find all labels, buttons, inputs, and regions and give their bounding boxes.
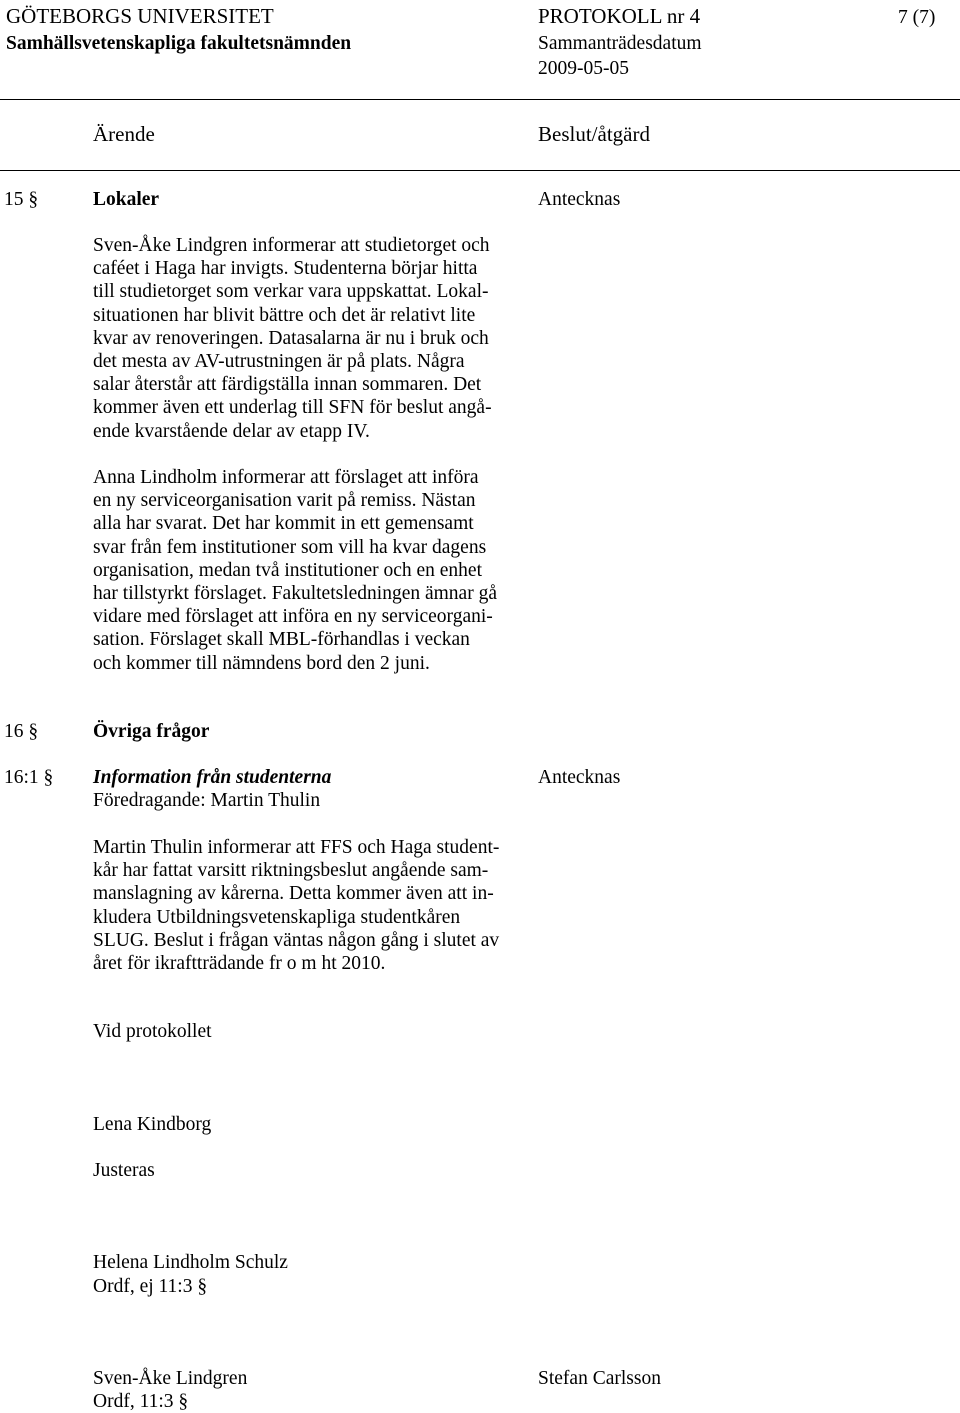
subitem-number: 16:1 § <box>4 767 54 788</box>
paragraph-line: alla har svarat. Det har kommit in ett gemensamt <box>93 513 474 535</box>
chair-name: Helena Lindholm Schulz <box>93 1252 288 1273</box>
item-paragraph <box>93 466 533 675</box>
subitem-paragraph <box>93 836 533 975</box>
paragraph-line: det mesta av AV-utrustningen är på plats. Några <box>93 351 465 373</box>
header-divider <box>0 99 960 100</box>
column-heading-divider <box>0 170 960 171</box>
faculty-name: Samhällsvetenskapliga fakultetsnämnden <box>6 33 352 54</box>
page-number: 7 (7) <box>898 7 936 28</box>
paragraph-line: har tillstyrkt förslaget. Fakultetsledningen ämnar gå <box>93 583 497 605</box>
meeting-date-label: Sammanträdesdatum <box>538 33 702 54</box>
verified-label: Justeras <box>93 1160 155 1181</box>
paragraph-line: sation. Förslaget skall MBL-förhandlas i veckan <box>93 629 470 651</box>
item-decision: Antecknas <box>538 189 621 210</box>
paragraph-line: året för ikraftträdande fr o m ht 2010. <box>93 953 386 975</box>
paragraph-line: Anna Lindholm informerar att förslaget att införa <box>93 467 479 488</box>
item-title: Övriga frågor <box>93 721 210 742</box>
paragraph-line: organisation, medan två institutioner och en enhet <box>93 559 483 581</box>
paragraph-line: Martin Thulin informerar att FFS och Haga student- <box>93 837 500 858</box>
chair2-name: Sven-Åke Lindgren <box>93 1368 248 1389</box>
meeting-date: 2009-05-05 <box>538 58 629 79</box>
paragraph-line: Sven-Åke Lindgren informerar att studietorget och <box>93 235 490 256</box>
item-number: 15 § <box>4 189 39 210</box>
subitem-title: Information från studenterna <box>93 767 332 788</box>
paragraph-line: kludera Utbildningsvetenskapliga studentkåren <box>93 906 461 928</box>
protocol-title: PROTOKOLL nr 4 <box>538 4 701 28</box>
paragraph-line: vidare med förslaget att införa en ny serviceorgani- <box>93 606 493 628</box>
item-title: Lokaler <box>93 189 160 210</box>
paragraph-line: manslagning av kårerna. Detta kommer även att in- <box>93 883 494 905</box>
university-name: GÖTEBORGS UNIVERSITET <box>6 4 274 28</box>
paragraph-line: ende kvarstående delar av etapp IV. <box>93 420 370 442</box>
column-heading-left: Ärende <box>93 122 155 146</box>
paragraph-line: situationen har blivit bättre och det är relativt lite <box>93 304 476 326</box>
column-heading-right: Beslut/åtgärd <box>538 122 650 146</box>
paragraph-line: en ny serviceorganisation varit på remiss. Nästan <box>93 490 476 512</box>
minutes-label: Vid protokollet <box>93 1021 212 1042</box>
chair2-role: Ordf, 11:3 § <box>93 1391 189 1412</box>
paragraph-line: kår har fattat varsitt riktningsbeslut angående sam- <box>93 860 489 882</box>
secretary-name: Lena Kindborg <box>93 1114 212 1135</box>
paragraph-line: kvar av renoveringen. Datasalarna är nu i bruk och <box>93 327 489 349</box>
paragraph-line: salar återstår att färdigställa innan sommaren. Det <box>93 374 482 396</box>
paragraph-line: till studietorget som verkar vara uppskattat. Lokal- <box>93 281 489 303</box>
subitem-decision: Antecknas <box>538 767 621 788</box>
paragraph-line: caféet i Haga har invigts. Studenterna börjar hitta <box>93 258 478 280</box>
paragraph-line: svar från fem institutioner som vill ha kvar dagens <box>93 536 487 558</box>
paragraph-line: SLUG. Beslut i frågan väntas någon gång i slutet av <box>93 929 500 951</box>
paragraph-line: och kommer till nämndens bord den 2 juni. <box>93 652 430 674</box>
paragraph-line: kommer även ett underlag till SFN för beslut angå- <box>93 397 492 419</box>
item-number: 16 § <box>4 721 39 742</box>
verifier-name: Stefan Carlsson <box>538 1368 661 1389</box>
chair-role: Ordf, ej 11:3 § <box>93 1276 208 1297</box>
item-paragraph <box>93 234 533 443</box>
subitem-presenter: Föredragande: Martin Thulin <box>93 790 321 811</box>
